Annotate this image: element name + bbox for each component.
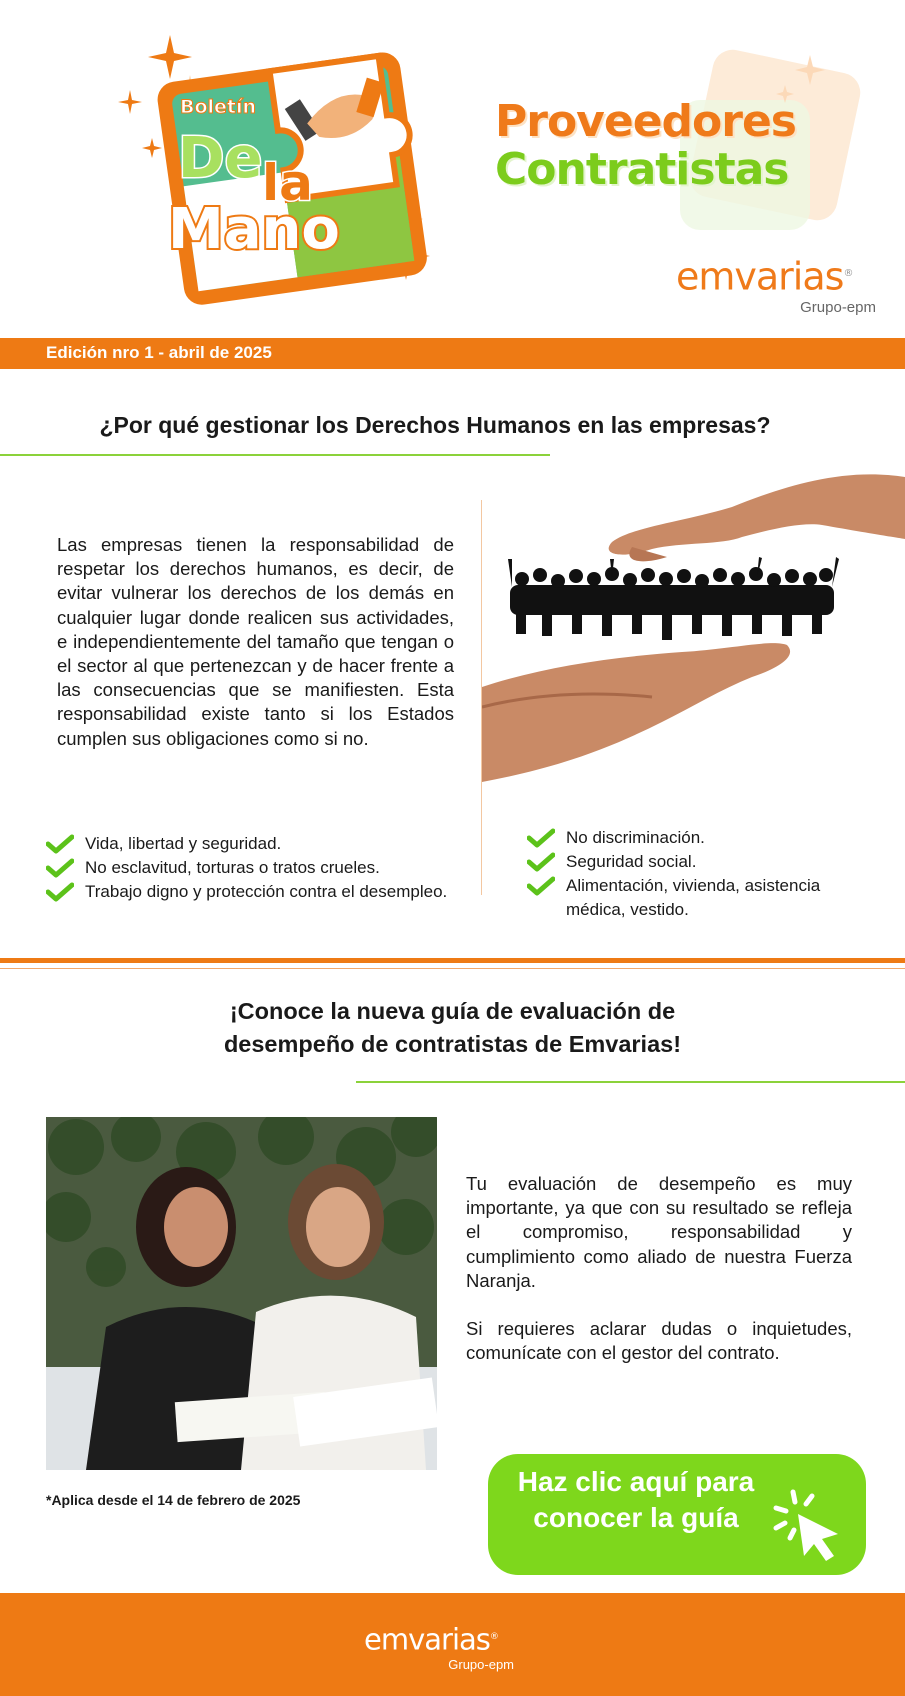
list-item: [46, 856, 486, 880]
brand-name: emvarias: [676, 254, 844, 299]
section1-body: Las empresas tienen la responsabilidad de respetar los derechos humanos, es decir, de evitar vulnerar los derechos de los demás en cualquier lugar donde realicen sus actividades, e independientemente del tamaño que tengan o el sector al que pertenezcan y de hacer frente a las consecuencias que se manifiesten. Esta responsabilidad existe tanto si los Estados cumplen sus obligaciones como si no.: [57, 534, 454, 749]
contractors-photo: [46, 1117, 437, 1470]
brand-registered: ®: [843, 268, 853, 279]
check-icon: [46, 882, 74, 902]
click-cursor-icon: [768, 1486, 848, 1566]
list-item: [46, 880, 486, 904]
header-title-line1: Proveedores: [495, 96, 796, 147]
rights-item-text: Alimentación, vivienda, asistencia médica, vestido.: [566, 876, 821, 919]
logo-de-text: De: [178, 126, 263, 191]
check-icon: [46, 834, 74, 854]
rights-item-text: Seguridad social.: [566, 852, 697, 871]
section1-underline: [0, 454, 550, 456]
emvarias-logo: [676, 254, 876, 316]
logo-mano-text: Mano: [168, 197, 340, 262]
logo-la-text: la: [262, 154, 313, 212]
footer-emvarias-logo: [364, 1622, 514, 1672]
section2-underline: [356, 1081, 905, 1083]
edition-label: Edición nro 1 - abril de 2025: [46, 343, 272, 362]
footer-brand-group: Grupo-epm: [448, 1656, 514, 1672]
footer-brand-registered: ®: [489, 1632, 498, 1642]
section1-title: ¿Por qué gestionar los Derechos Humanos en las empresas?: [99, 412, 771, 438]
section2-body: [466, 1172, 852, 1389]
list-item: [527, 826, 857, 850]
check-icon: [527, 852, 555, 872]
list-item: [46, 832, 486, 856]
rights-item-text: Vida, libertad y seguridad.: [85, 834, 282, 853]
rights-item-text: No discriminación.: [566, 828, 705, 847]
brand-group: Grupo-epm: [800, 298, 876, 316]
rights-item-text: No esclavitud, torturas o tratos crueles.: [85, 858, 380, 877]
section2-paragraph2: Si requieres aclarar dudas o inquietudes, comunícate con el gestor del contrato.: [466, 1318, 852, 1364]
section2-paragraph1: Tu evaluación de desempeño es muy importante, ya que con su resultado se refleja el compromiso, responsabilidad y cumplimiento como aliado de nuestra Fuerza Naranja.: [466, 1173, 852, 1291]
guide-link-button[interactable]: [488, 1454, 866, 1575]
section2-title: [150, 995, 755, 1061]
boletin-de-la-mano-logo: [110, 20, 490, 320]
note-text: *Aplica desde el 14 de febrero de 2025: [46, 1492, 301, 1508]
header-title: [495, 98, 796, 194]
section-divider-thin: [0, 968, 905, 969]
check-icon: [527, 876, 555, 896]
section2-title-line2: desempeño de contratistas de Emvarias!: [223, 1031, 682, 1057]
rights-item-text: Trabajo digno y protección contra el desempleo.: [85, 882, 448, 901]
footer-brand-name: emvarias: [364, 1622, 490, 1657]
check-icon: [527, 828, 555, 848]
list-item: [527, 874, 857, 922]
rights-list-right: [527, 826, 857, 922]
header-title-line2: Contratistas: [495, 144, 789, 195]
cta-label-line1: Haz clic aquí para: [517, 1466, 755, 1497]
cta-label: [506, 1464, 766, 1536]
rights-list-left: [46, 832, 486, 904]
check-icon: [46, 858, 74, 878]
logo-small-text: Boletín: [180, 96, 257, 118]
section2-title-line1: ¡Conoce la nueva guía de evaluación de: [229, 998, 676, 1024]
list-item: [527, 850, 857, 874]
cta-label-line2: conocer la guía: [533, 1502, 739, 1533]
hands-protecting-people-image: [482, 467, 905, 797]
section-divider-orange: [0, 958, 905, 963]
